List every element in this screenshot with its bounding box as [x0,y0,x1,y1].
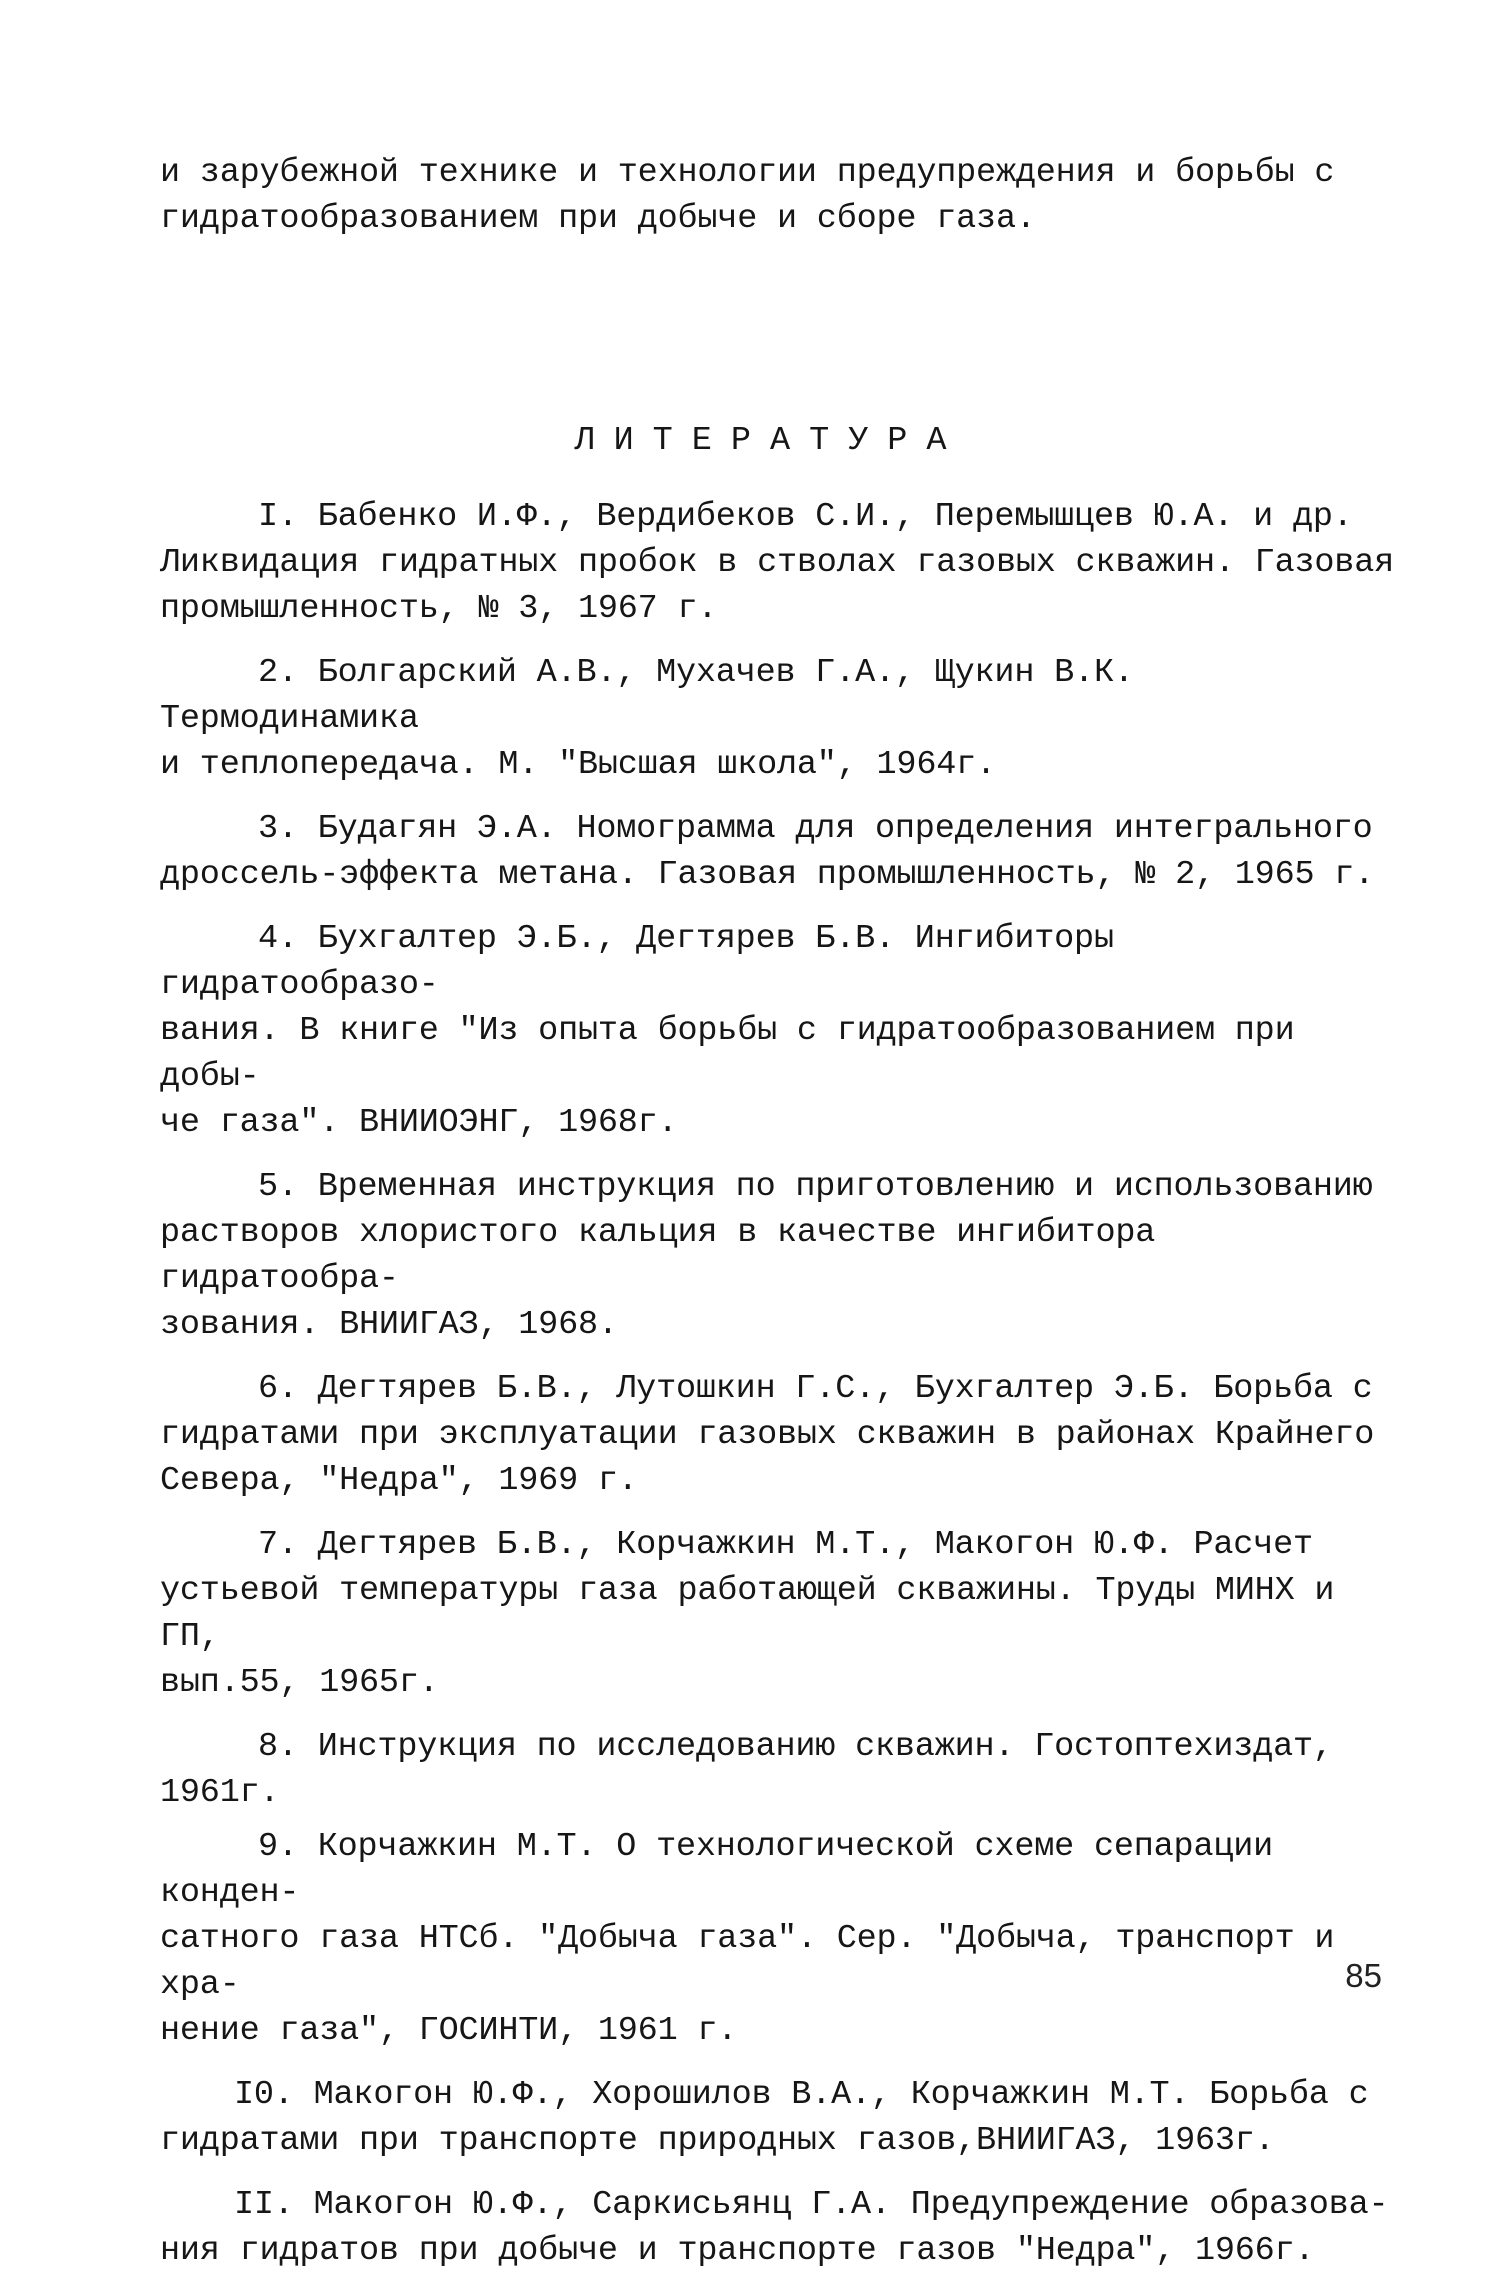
reference-item [160,2182,1395,2274]
reference-item [160,1522,1395,1706]
reference-line: гидратами при транспорте природных газов,ВНИИГАЗ, 1963г. [160,2122,1275,2160]
reference-line: сатного газа НТСб. "Добыча газа". Сер. "Добыча, транспорт и хра- [160,1920,1335,2004]
reference-item [160,494,1395,632]
intro-line: и зарубежной технике и технологии предупреждения и борьбы с [160,154,1335,192]
reference-line: промышленность, № 3, 1967 г. [160,590,718,628]
reference-line: гидратами при эксплуатации газовых скважин в районах Крайнего [160,1416,1375,1454]
reference-item [160,2072,1395,2164]
reference-line: I0. Макогон Ю.Ф., Хорошилов В.А., Корчажкин М.Т. Борьба с [234,2076,1369,2114]
page-number: 85 [1345,1957,1382,1994]
intro-line: гидратообразованием при добыче и сборе газа. [160,200,1036,238]
reference-line: I. Бабенко И.Ф., Вердибеков С.И., Перемышцев Ю.А. и др. [258,498,1353,536]
reference-line: 5. Временная инструкция по приготовлению и использованию [258,1168,1373,1206]
reference-line: 1961г. [160,1774,280,1812]
reference-line: нение газа", ГОСИНТИ, 1961 г. [160,2012,738,2050]
reference-item [160,1824,1395,2054]
reference-line: Севера, "Недра", 1969 г. [160,1462,638,1500]
reference-line: 3. Будагян Э.А. Номограмма для определения интегрального [258,810,1373,848]
reference-line: Ликвидация гидратных пробок в стволах газовых скважин. Газовая [160,544,1395,582]
reference-line: 9. Корчажкин М.Т. О технологической схеме сепарации конден- [160,1828,1274,1912]
reference-line: дроссель-эффекта метана. Газовая промышленность, № 2, 1965 г. [160,856,1375,894]
reference-list [160,494,1395,2292]
reference-item [160,806,1395,898]
reference-line: 4. Бухгалтер Э.Б., Дегтярев Б.В. Ингибиторы гидратообразо- [160,920,1114,1004]
reference-line: 6. Дегтярев Б.В., Лутошкин Г.С., Бухгалтер Э.Б. Борьба с [258,1370,1373,1408]
reference-item [160,1164,1395,1348]
reference-line: 7. Дегтярев Б.В., Корчажкин М.Т., Макогон Ю.Ф. Расчет [258,1526,1313,1564]
reference-line: ния гидратов при добыче и транспорте газов "Недра", 1966г. [160,2232,1315,2270]
reference-item [160,1724,1395,1816]
reference-line: 2. Болгарский А.В., Мухачев Г.А., Щукин В.К. Термодинамика [160,654,1134,738]
reference-line: растворов хлористого кальция в качестве ингибитора гидратообра- [160,1214,1156,1298]
reference-line: че газа". ВНИИОЭНГ, 1968г. [160,1104,678,1142]
reference-line: зования. ВНИИГАЗ, 1968. [160,1306,618,1344]
reference-line: II. Макогон Ю.Ф., Саркисьянц Г.А. Предупреждение образова- [234,2186,1389,2224]
reference-item [160,916,1395,1146]
reference-line: вания. В книге "Из опыта борьбы с гидратообразованием при добы- [160,1012,1295,1096]
reference-item [160,650,1395,788]
reference-line: и теплопередача. М. "Высшая школа", 1964г. [160,746,996,784]
reference-line: вып.55, 1965г. [160,1664,439,1702]
reference-line: устьевой температуры газа работающей скважины. Труды МИНХ и ГП, [160,1572,1335,1656]
reference-line: 8. Инструкция по исследованию скважин. Гостоптехиздат, [258,1728,1333,1766]
section-heading: ЛИТЕРАТУРА [574,422,966,460]
intro-paragraph [160,150,1360,242]
reference-item [160,1366,1395,1504]
